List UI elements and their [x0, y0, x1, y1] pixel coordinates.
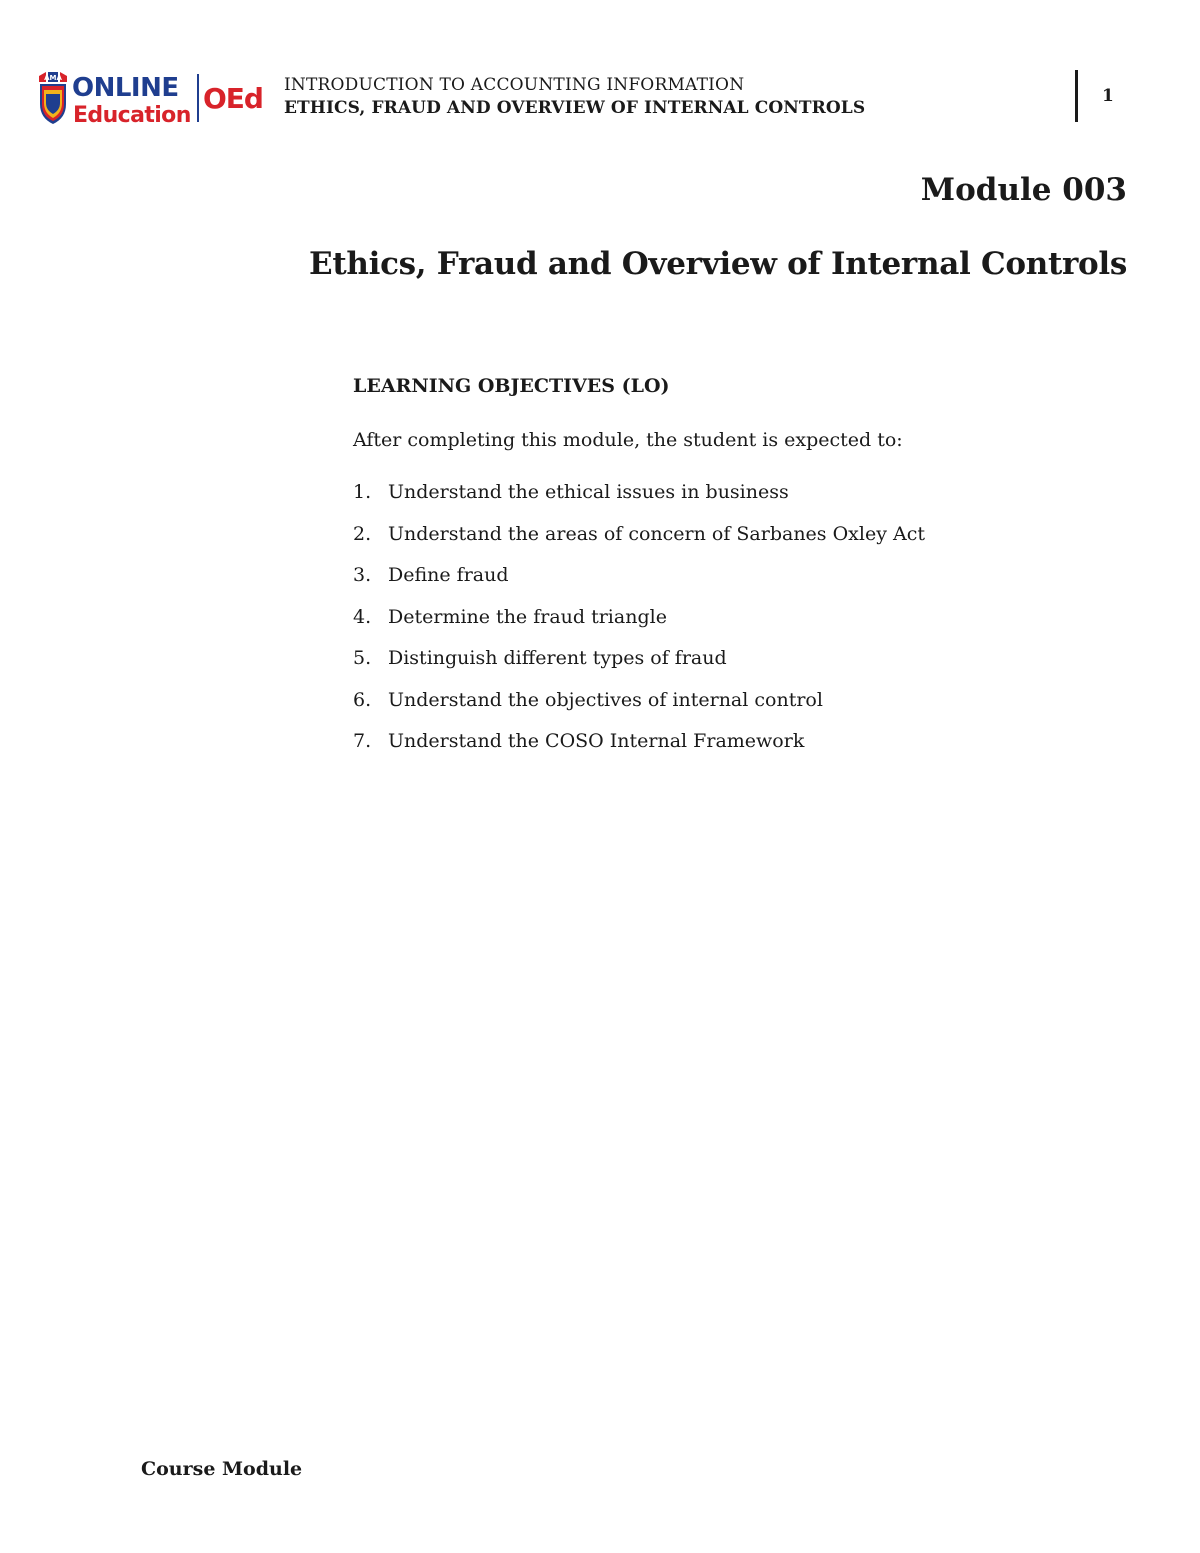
objective-number: 3.	[353, 564, 372, 586]
objective-item	[353, 481, 925, 523]
objective-number: 5.	[353, 647, 372, 669]
objective-number: 2.	[353, 522, 372, 545]
objectives-heading: LEARNING OBJECTIVES (LO)	[353, 375, 670, 397]
objective-item	[353, 523, 925, 565]
objective-text: Understand the ethical issues in business	[388, 481, 789, 503]
running-header	[284, 74, 865, 120]
wordmark-online: ONLINE	[72, 73, 179, 103]
objective-text: Understand the COSO Internal Framework	[388, 730, 805, 752]
page-number: 1	[1102, 86, 1114, 106]
online-education-logo	[36, 70, 272, 126]
objective-text: Distinguish different types of fraud	[388, 647, 727, 669]
objective-item	[353, 689, 925, 731]
wordmark-education: Education	[73, 103, 191, 126]
course-title: INTRODUCTION TO ACCOUNTING INFORMATION	[284, 75, 745, 95]
objective-item	[353, 647, 925, 689]
objectives-list	[353, 481, 925, 772]
objective-text: Understand the objectives of internal control	[388, 688, 823, 711]
module-subject: ETHICS, FRAUD AND OVERVIEW OF INTERNAL CONTROLS	[284, 98, 866, 118]
objective-item	[353, 564, 925, 606]
objective-item	[353, 606, 925, 648]
oed-badge: OEd	[203, 82, 263, 115]
crest-text: AMA	[44, 74, 62, 82]
objective-number: 6.	[353, 688, 372, 711]
header-divider	[1075, 70, 1078, 122]
footer-label: Course Module	[141, 1458, 303, 1480]
objectives-intro: After completing this module, the student is expected to:	[353, 429, 903, 451]
objective-item	[353, 730, 925, 772]
objective-number: 4.	[353, 605, 372, 628]
module-title: Ethics, Fraud and Overview of Internal Controls	[309, 246, 1127, 282]
objective-number: 1.	[353, 481, 372, 503]
objective-text: Understand the areas of concern of Sarbanes Oxley Act	[388, 522, 925, 545]
objective-number: 7.	[353, 730, 372, 752]
objective-text: Determine the fraud triangle	[388, 605, 667, 628]
objective-text: Define fraud	[388, 564, 509, 586]
module-number: Module 003	[920, 172, 1127, 208]
